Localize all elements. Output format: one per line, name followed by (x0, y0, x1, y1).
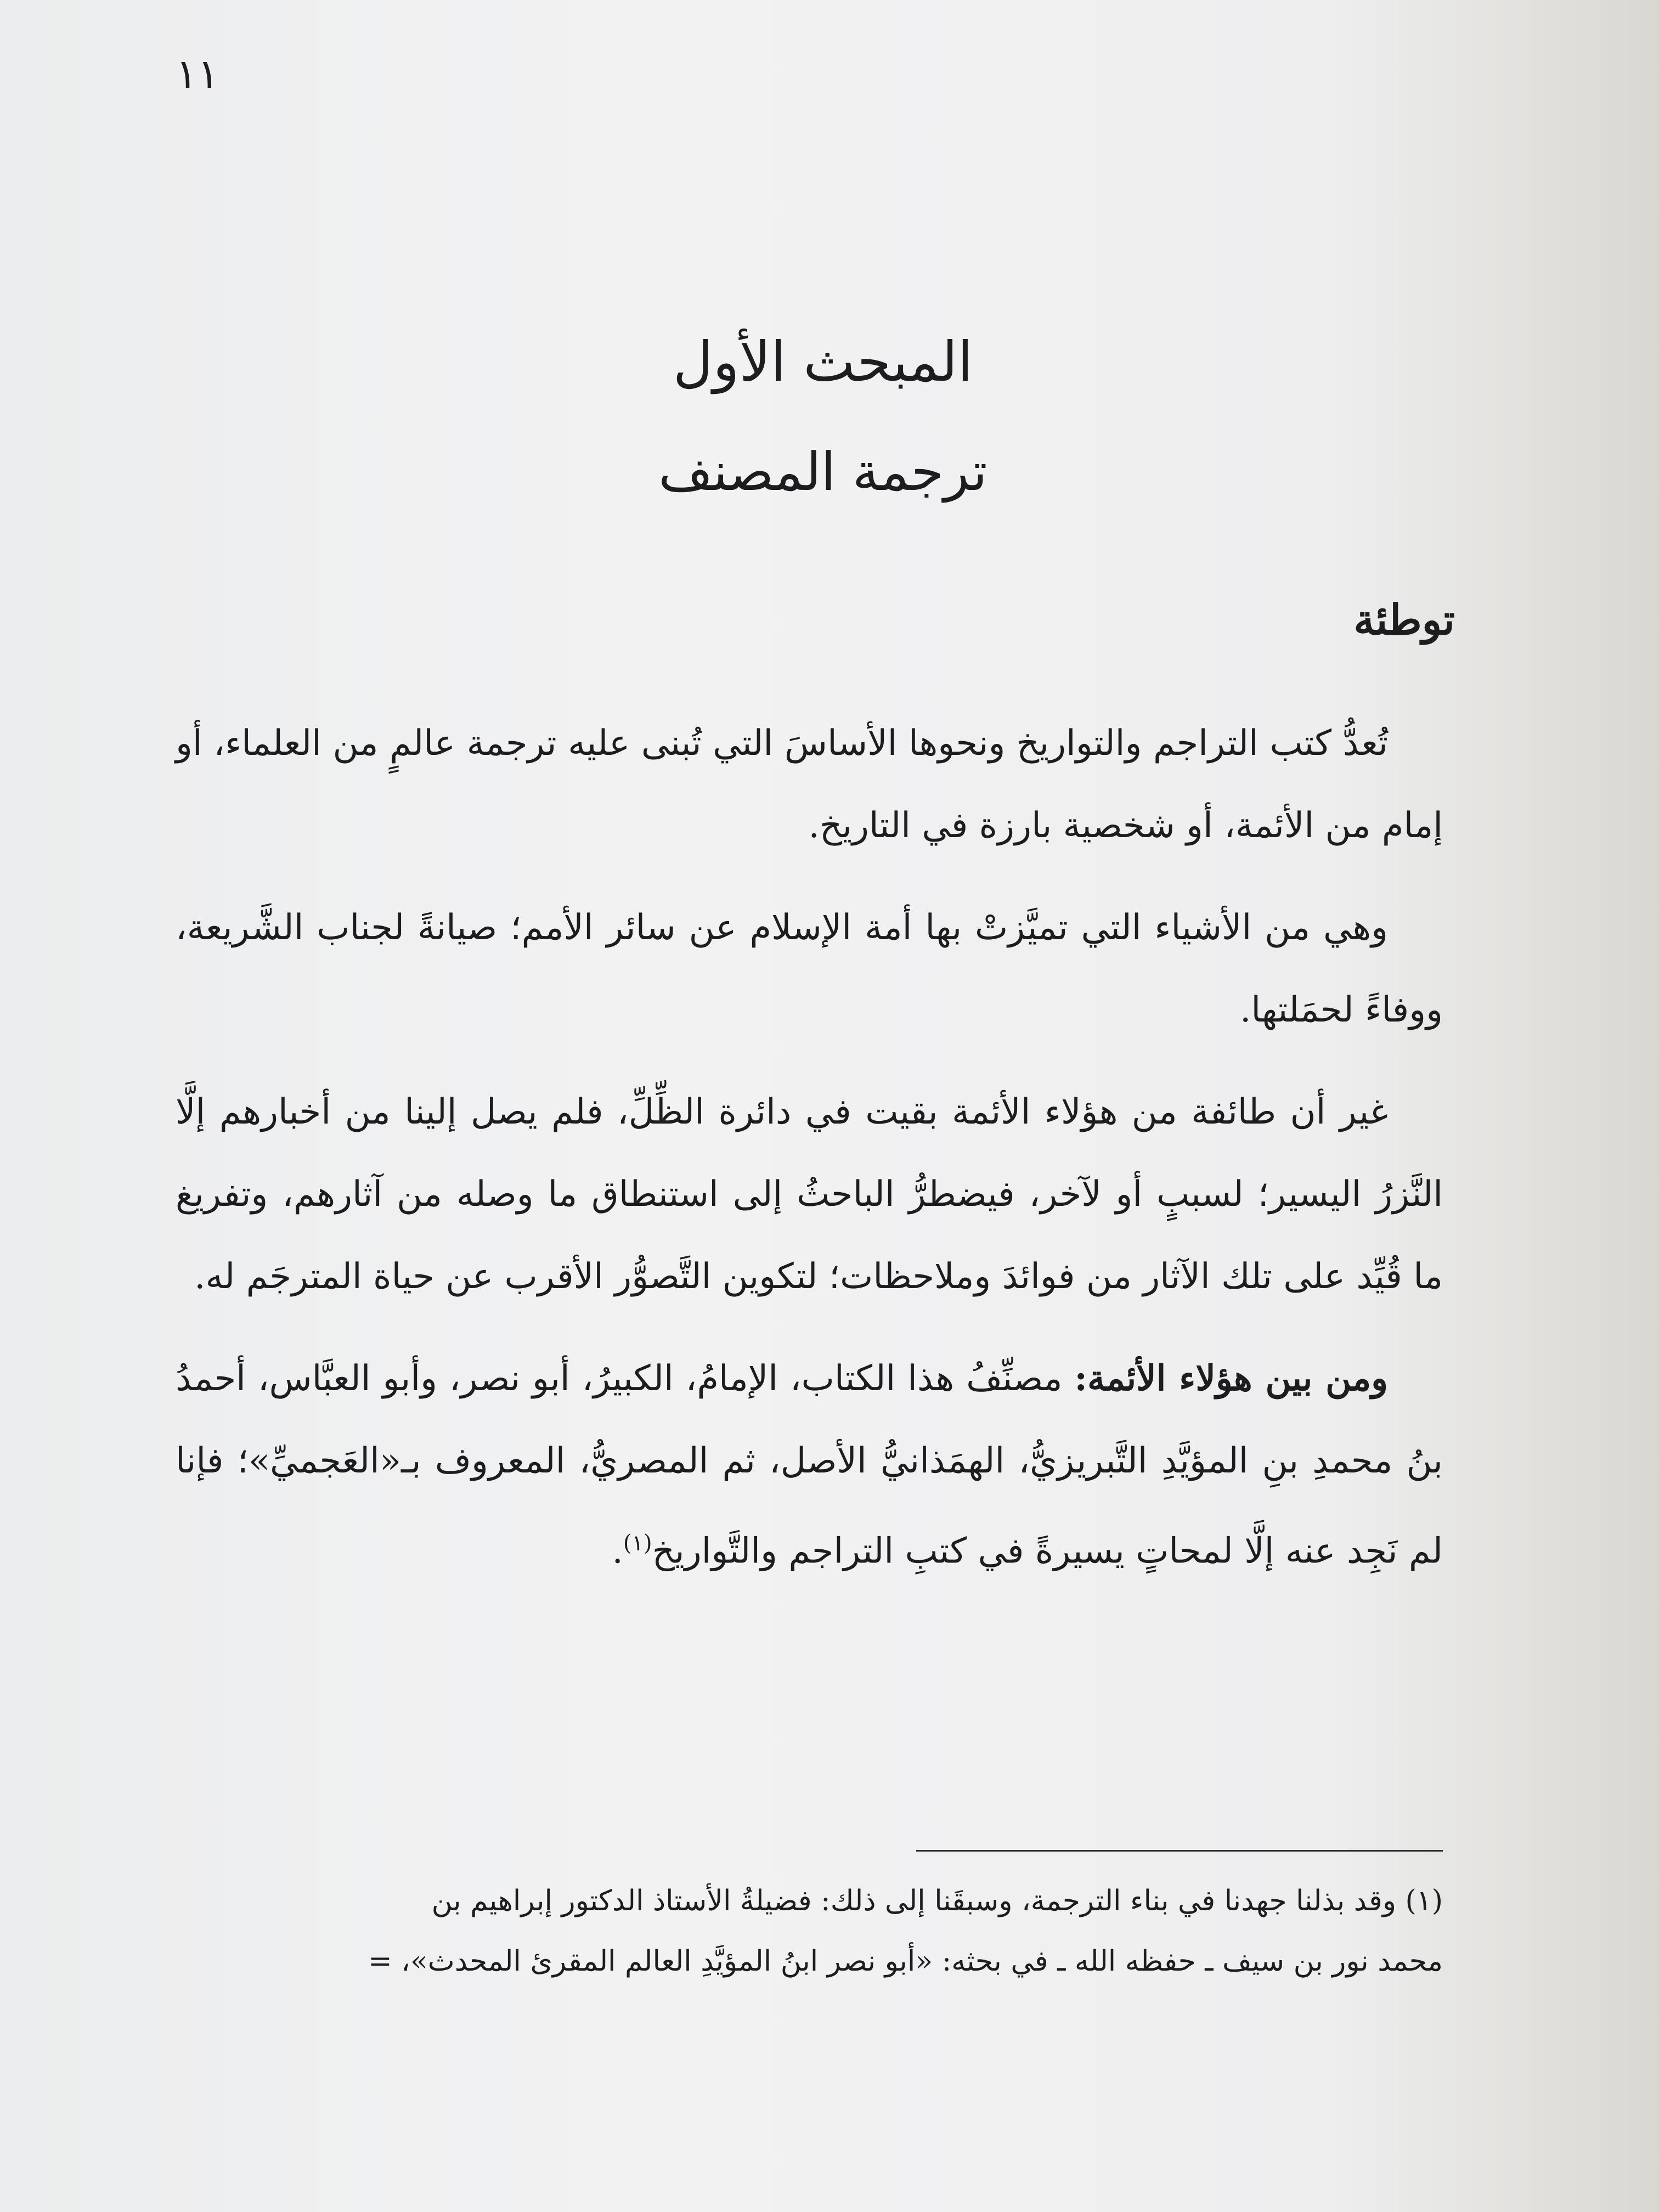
section-heading: توطئة (1353, 595, 1455, 644)
body-text (176, 702, 1443, 1612)
paragraph-4-end: . (612, 1531, 623, 1572)
footnote-1-line-1: (١) وقد بذلنا جهدنا في بناء الترجمة، وسبقَنا إلى ذلك: فضيلةُ الأستاذ الدكتور إبراهيم بن (431, 1884, 1443, 1917)
footnote-1-line-2: محمد نور بن سيف ـ حفظه الله ـ في بحثه: «أبو نصر ابنُ المؤيَّدِ العالم المقرئ المحدث»، = (368, 1945, 1443, 1978)
paragraph-1: تُعدُّ كتب التراجم والتواريخ ونحوها الأساسَ التي تُبنى عليه ترجمة عالمٍ من العلماء، أو إمام من الأئمة، أو شخصية بارزة في التاريخ. (176, 723, 1443, 846)
footnote-reference: (١) (623, 1531, 652, 1556)
chapter-subtitle: ترجمة المصنف (658, 441, 988, 503)
paragraph-3: غير أن طائفة من هؤلاء الأئمة بقيت في دائرة الظِّلِّ، فلم يصل إلينا من أخبارهم إلَّا النَّزرُ اليسير؛ لسببٍ أو لآخر، فيضطرُّ الباحثُ إلى استنطاق ما وصله من آثارهم، وتفريغ ما قُيِّد على تلك الآثار من فوائدَ وملاحظات؛ لتكوين التَّصوُّر الأقرب عن حياة المترجَم له. (176, 1092, 1443, 1297)
page-number: ١١ (176, 50, 219, 98)
paragraph-4-text: مصنِّفُ هذا الكتاب، الإمامُ، الكبيرُ، أبو نصر، وأبو العبَّاس، أحمدُ بنُ محمدِ بنِ المؤيَّدِ التَّبريزيُّ، الهمَذانيُّ الأصل، ثم المصريُّ، المعروف بـ«العَجميِّ»؛ فإنا لم نَجِد عنه إلَّا لمحاتٍ يسيرةً في كتبِ التراجم والتَّواريخ (176, 1358, 1443, 1572)
paragraph-2: وهي من الأشياء التي تميَّزتْ بها أمة الإسلام عن سائر الأمم؛ صيانةً لجناب الشَّريعة، ووفاءً لحمَلتها. (176, 907, 1443, 1030)
footnotes (148, 1871, 1443, 1991)
paragraph-4 (176, 1338, 1443, 1592)
footnote-divider (916, 1850, 1443, 1852)
chapter-title: المبحث الأول (673, 330, 973, 394)
paragraph-4-lead: ومن بين هؤلاء الأئمة: (1074, 1358, 1389, 1399)
